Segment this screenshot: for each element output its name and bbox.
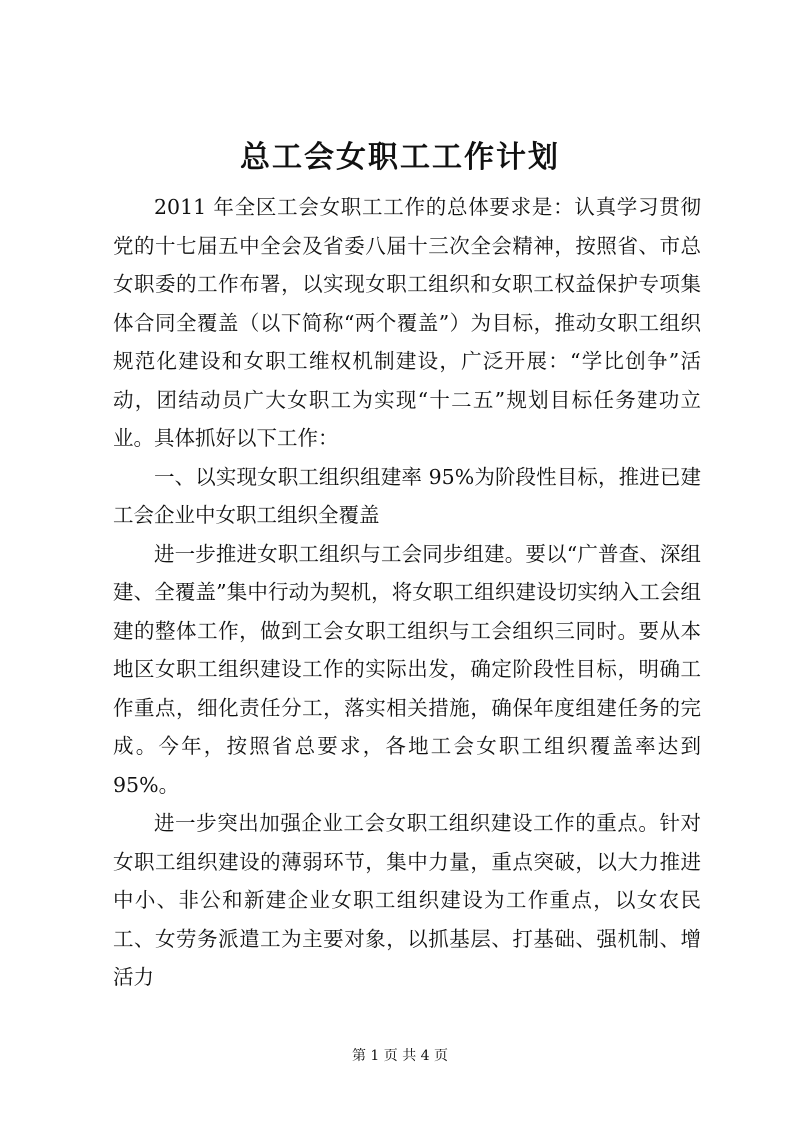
page-title: 总工会女职工工作计划: [240, 140, 560, 175]
paragraph-organization-building: 进一步推进女职工组织与工会同步组建。要以“广普查、深组建、全覆盖”集中行动为契机，将女职工组织建设切实纳入工会组建的整体工作，做到工会女职工组织与工会组织三同时。要从本地区女职工组织建设工作的实际出发，确定阶段性目标，明确工作重点，细化责任分工，落实相关措施，确保年度组建任务的完成。今年，按照省总要求，各地工会女职工组织覆盖率达到 95%。: [113, 541, 701, 797]
page-footer: 第 1 页 共 4 页: [351, 1048, 449, 1064]
document-body: [113, 188, 701, 997]
paragraph-enterprise-focus: 进一步突出加强企业工会女职工组织建设工作的重点。针对女职工组织建设的薄弱环节，集中力量，重点突破，以大力推进中小、非公和新建企业女职工组织建设为工作重点，以女农民工、女劳务派遣工为主要对象，以抓基层、打基础、强机制、增活力: [113, 811, 701, 989]
paragraph-section-heading: 一、以实现女职工组织组建率 95%为阶段性目标，推进已建工会企业中女职工组织全覆盖: [113, 464, 701, 527]
paragraph-intro: 2011 年全区工会女职工工作的总体要求是：认真学习贯彻党的十七届五中全会及省委八届十三次全会精神，按照省、市总女职委的工作布署，以实现女职工组织和女职工权益保护专项集体合同全覆盖（以下简称“两个覆盖”）为目标，推动女职工组织规范化建设和女职工维权机制建设，广泛开展：“学比创争”活动，团结动员广大女职工为实现“十二五”规划目标任务建功立业。具体抓好以下工作：: [113, 195, 701, 450]
